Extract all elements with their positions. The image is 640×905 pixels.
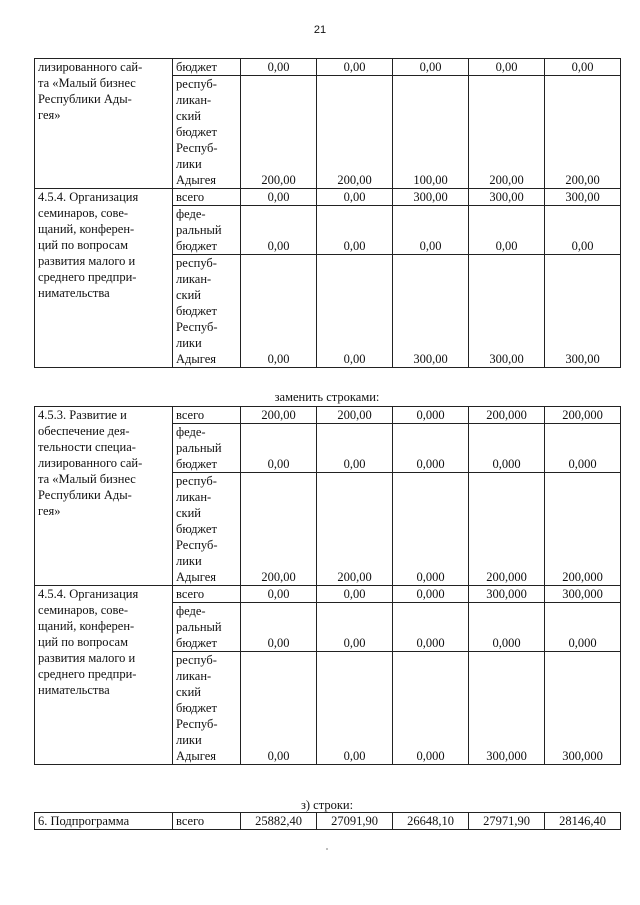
item-z-note: з) строки: <box>300 798 354 812</box>
source-line: лики <box>176 157 202 171</box>
value-cell: 200,00 <box>317 76 393 189</box>
name-line: Республики Ады- <box>38 92 132 106</box>
value-cell: 300,00 <box>469 189 545 206</box>
value-cell: 26648,10 <box>393 813 469 830</box>
name-line: ций по вопросам <box>38 238 128 252</box>
value-cell: 0,00 <box>241 424 317 473</box>
value-cell: 0,00 <box>241 189 317 206</box>
source-line: бюджет <box>176 701 217 715</box>
value-cell: 300,00 <box>393 189 469 206</box>
source-line: респуб- <box>176 256 217 270</box>
measure-name-cell: 6. Подпрограмма <box>35 813 173 830</box>
value-cell: 0,00 <box>317 424 393 473</box>
value-cell: 0,00 <box>545 59 621 76</box>
source-line: Адыгея <box>176 173 217 187</box>
value-cell: 0,00 <box>393 206 469 255</box>
source-line: лики <box>176 554 202 568</box>
source-line: Респуб- <box>176 320 218 334</box>
value-cell: 200,000 <box>469 473 545 586</box>
source-line: бюджет <box>176 636 217 650</box>
funding-source-cell: всего <box>173 586 241 603</box>
name-line: развития малого и <box>38 254 136 268</box>
value-cell: 300,000 <box>469 586 545 603</box>
name-line: гея» <box>38 504 61 518</box>
table-original-rows <box>34 58 621 368</box>
source-line: Адыгея <box>176 570 217 584</box>
name-line: гея» <box>38 108 61 122</box>
source-line: бюджет <box>176 304 217 318</box>
source-line: ский <box>176 506 201 520</box>
table-subprogram-row <box>34 812 621 830</box>
value-cell: 0,00 <box>469 206 545 255</box>
measure-name-cell <box>35 189 173 368</box>
source-line: лики <box>176 336 202 350</box>
value-cell: 0,000 <box>393 407 469 424</box>
source-line: феде- <box>176 604 206 618</box>
funding-source-cell <box>173 206 241 255</box>
name-line: обеспечение дея- <box>38 424 130 438</box>
table-row <box>35 407 621 424</box>
replace-note: заменить строками: <box>274 390 380 404</box>
name-line: 4.5.3. Развитие и <box>38 408 127 422</box>
name-line: 4.5.4. Организация <box>38 190 139 204</box>
source-line: лики <box>176 733 202 747</box>
source-line: Респуб- <box>176 141 218 155</box>
funding-source-cell: бюджет <box>173 59 241 76</box>
source-line: ральный <box>176 620 222 634</box>
value-cell: 300,00 <box>393 255 469 368</box>
source-line: ликан- <box>176 669 212 683</box>
value-cell: 0,00 <box>241 652 317 765</box>
source-line: бюджет <box>176 522 217 536</box>
value-cell: 0,00 <box>469 59 545 76</box>
value-cell: 0,000 <box>393 603 469 652</box>
funding-source-cell <box>173 424 241 473</box>
value-cell: 0,00 <box>317 586 393 603</box>
page-number: 21 <box>313 24 327 36</box>
table-row <box>35 813 621 830</box>
value-cell: 0,00 <box>317 652 393 765</box>
value-cell: 0,00 <box>241 255 317 368</box>
measure-name-cell <box>35 407 173 586</box>
value-cell: 0,000 <box>545 603 621 652</box>
value-cell: 0,000 <box>393 586 469 603</box>
value-cell: 0,00 <box>241 206 317 255</box>
funding-source-cell <box>173 255 241 368</box>
value-cell: 200,000 <box>469 407 545 424</box>
name-line: лизированного сай- <box>38 60 143 74</box>
source-line: феде- <box>176 207 206 221</box>
funding-source-cell <box>173 603 241 652</box>
value-cell: 200,000 <box>545 473 621 586</box>
name-line: нимательства <box>38 286 110 300</box>
name-line: 4.5.4. Организация <box>38 587 139 601</box>
value-cell: 0,00 <box>317 206 393 255</box>
name-line: развития малого и <box>38 651 136 665</box>
value-cell: 300,000 <box>469 652 545 765</box>
funding-source-cell <box>173 652 241 765</box>
source-line: ский <box>176 685 201 699</box>
value-cell: 300,000 <box>545 652 621 765</box>
value-cell: 100,00 <box>393 76 469 189</box>
name-line: та «Малый бизнес <box>38 472 136 486</box>
name-line: семинаров, сове- <box>38 206 129 220</box>
table-row <box>35 59 621 76</box>
measure-name-cell <box>35 59 173 189</box>
name-line: среднего предпри- <box>38 667 137 681</box>
source-line: ский <box>176 109 201 123</box>
value-cell: 0,000 <box>545 424 621 473</box>
source-line: Адыгея <box>176 352 217 366</box>
value-cell: 0,00 <box>317 59 393 76</box>
value-cell: 200,00 <box>241 407 317 424</box>
measure-name-cell <box>35 586 173 765</box>
source-line: ральный <box>176 223 222 237</box>
value-cell: 0,00 <box>545 206 621 255</box>
value-cell: 0,00 <box>241 586 317 603</box>
source-line: ликан- <box>176 490 212 504</box>
value-cell: 25882,40 <box>241 813 317 830</box>
value-cell: 0,00 <box>241 603 317 652</box>
value-cell: 200,00 <box>545 76 621 189</box>
value-cell: 300,00 <box>545 189 621 206</box>
value-cell: 300,00 <box>469 255 545 368</box>
funding-source-cell <box>173 473 241 586</box>
source-line: ский <box>176 288 201 302</box>
source-line: ликан- <box>176 93 212 107</box>
source-line: Адыгея <box>176 749 217 763</box>
value-cell: 27091,90 <box>317 813 393 830</box>
funding-source-cell: всего <box>173 407 241 424</box>
funding-source-cell: всего <box>173 189 241 206</box>
value-cell: 300,00 <box>545 255 621 368</box>
value-cell: 0,00 <box>317 255 393 368</box>
scan-speck <box>326 848 328 850</box>
value-cell: 0,000 <box>393 424 469 473</box>
table-row <box>35 586 621 603</box>
value-cell: 200,00 <box>469 76 545 189</box>
name-line: тельности специа- <box>38 440 136 454</box>
source-line: ликан- <box>176 272 212 286</box>
value-cell: 200,00 <box>241 76 317 189</box>
name-line: Республики Ады- <box>38 488 132 502</box>
value-cell: 27971,90 <box>469 813 545 830</box>
name-line: щаний, конферен- <box>38 222 135 236</box>
value-cell: 200,000 <box>545 407 621 424</box>
name-line: щаний, конферен- <box>38 619 135 633</box>
source-line: респуб- <box>176 653 217 667</box>
table-replacement-rows <box>34 406 621 765</box>
value-cell: 200,00 <box>241 473 317 586</box>
name-line: та «Малый бизнес <box>38 76 136 90</box>
name-line: лизированного сай- <box>38 456 143 470</box>
value-cell: 200,00 <box>317 407 393 424</box>
source-line: ральный <box>176 441 222 455</box>
funding-source-cell <box>173 76 241 189</box>
source-line: бюджет <box>176 457 217 471</box>
value-cell: 28146,40 <box>545 813 621 830</box>
name-line: ций по вопросам <box>38 635 128 649</box>
source-line: респуб- <box>176 77 217 91</box>
value-cell: 0,000 <box>469 424 545 473</box>
table-row <box>35 189 621 206</box>
value-cell: 0,000 <box>469 603 545 652</box>
value-cell: 200,00 <box>317 473 393 586</box>
value-cell: 0,00 <box>393 59 469 76</box>
source-line: респуб- <box>176 474 217 488</box>
source-line: бюджет <box>176 125 217 139</box>
value-cell: 0,000 <box>393 473 469 586</box>
value-cell: 0,00 <box>241 59 317 76</box>
name-line: семинаров, сове- <box>38 603 129 617</box>
value-cell: 0,000 <box>393 652 469 765</box>
value-cell: 300,000 <box>545 586 621 603</box>
source-line: Респуб- <box>176 717 218 731</box>
name-line: нимательства <box>38 683 110 697</box>
value-cell: 0,00 <box>317 603 393 652</box>
source-line: бюджет <box>176 239 217 253</box>
funding-source-cell: всего <box>173 813 241 830</box>
source-line: феде- <box>176 425 206 439</box>
source-line: Респуб- <box>176 538 218 552</box>
name-line: среднего предпри- <box>38 270 137 284</box>
value-cell: 0,00 <box>317 189 393 206</box>
